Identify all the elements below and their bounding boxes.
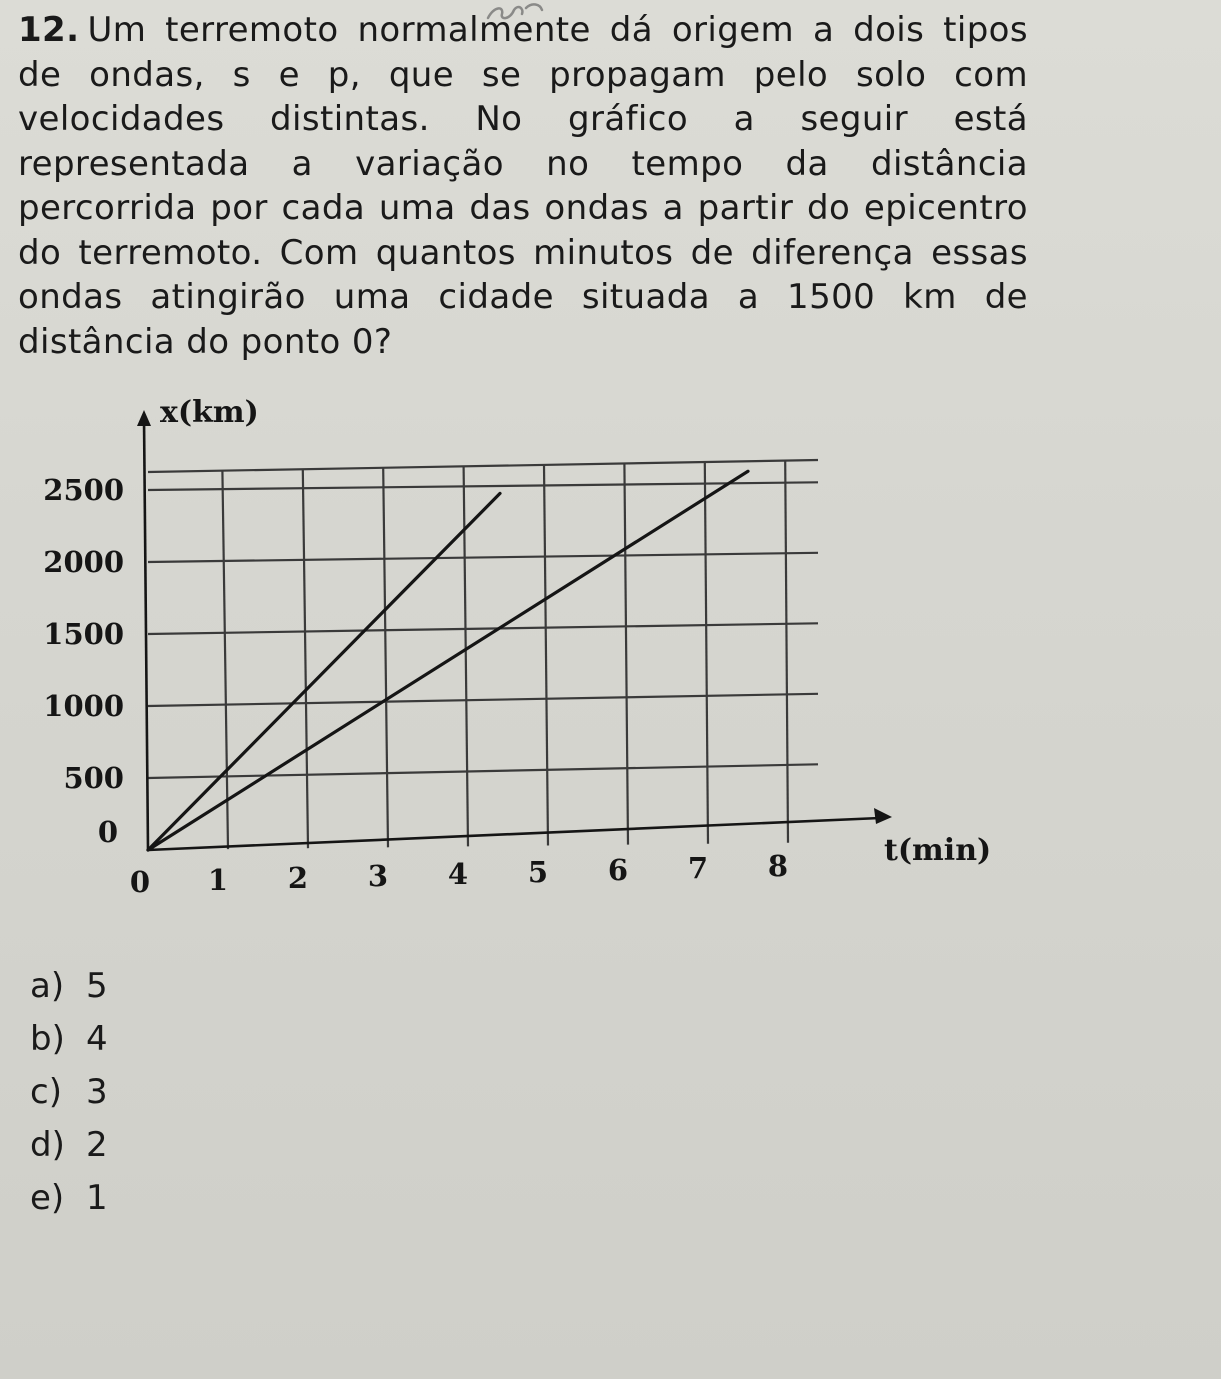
option-b[interactable] bbox=[30, 1013, 108, 1066]
chart-series bbox=[148, 471, 748, 850]
option-letter: d) bbox=[30, 1125, 65, 1165]
grid-line-horizontal bbox=[148, 694, 818, 706]
grid-line-vertical bbox=[785, 461, 788, 843]
grid-line-horizontal bbox=[148, 764, 818, 778]
y-tick-label: 0 bbox=[97, 815, 118, 849]
option-letter: a) bbox=[30, 966, 65, 1006]
distance-time-chart bbox=[0, 380, 1060, 920]
y-tick-label: 1000 bbox=[43, 689, 124, 723]
grid-line-vertical bbox=[303, 469, 308, 848]
grid-line-vertical bbox=[624, 464, 628, 845]
option-c[interactable] bbox=[30, 1066, 108, 1119]
x-axis bbox=[148, 818, 880, 850]
grid-line-vertical bbox=[544, 465, 548, 846]
series-line-slow-wave bbox=[148, 471, 748, 850]
grid-line-vertical bbox=[705, 462, 708, 844]
x-axis-arrow bbox=[874, 808, 892, 824]
x-tick-label: 3 bbox=[367, 859, 389, 893]
y-axis bbox=[144, 418, 148, 850]
question-number: 12. bbox=[18, 10, 80, 50]
option-value: 4 bbox=[86, 1019, 108, 1059]
x-tick-label: 6 bbox=[607, 853, 629, 887]
x-tick-label: 4 bbox=[447, 857, 469, 891]
series-line-fast-wave bbox=[148, 493, 500, 850]
x-axis-label: t(min) bbox=[884, 833, 992, 868]
y-axis-label: x(km) bbox=[160, 395, 259, 430]
option-value: 1 bbox=[86, 1178, 108, 1218]
option-a[interactable] bbox=[30, 960, 108, 1013]
y-tick-label: 2000 bbox=[43, 545, 124, 579]
grid-line-vertical bbox=[464, 466, 468, 846]
option-letter: c) bbox=[30, 1072, 62, 1112]
option-d[interactable] bbox=[30, 1119, 108, 1172]
question-body: Um terremoto normalmente dá origem a dois tipos de ondas, s e p, que se propagam pelo solo com velocidades distintas. No gráfico a seguir está representada a variação no tempo da distância percorrida por cada uma das ondas a partir do epicentro do terremoto. Com quantos minutos de diferença essas ondas atingirão uma cidade situada a 1500 km de distância do ponto 0? bbox=[18, 10, 1028, 362]
grid-line-horizontal bbox=[148, 623, 818, 634]
option-letter: b) bbox=[30, 1019, 65, 1059]
option-e[interactable] bbox=[30, 1172, 108, 1225]
grid-line-horizontal bbox=[148, 460, 818, 472]
y-tick-label: 1500 bbox=[43, 617, 124, 651]
x-tick-label: 1 bbox=[207, 863, 229, 897]
grid-line-vertical bbox=[383, 468, 388, 848]
chart-grid bbox=[148, 460, 818, 849]
y-axis-arrow bbox=[137, 410, 151, 426]
x-tick-label: 0 bbox=[129, 865, 151, 899]
answer-options bbox=[30, 960, 108, 1225]
x-tick-label: 5 bbox=[527, 855, 549, 889]
question-text bbox=[18, 8, 1028, 364]
y-tick-label: 500 bbox=[63, 761, 124, 795]
x-tick-label: 2 bbox=[287, 861, 309, 895]
option-value: 5 bbox=[86, 966, 108, 1006]
y-tick-label: 2500 bbox=[43, 473, 124, 507]
option-value: 3 bbox=[86, 1072, 108, 1112]
grid-line-vertical bbox=[222, 471, 228, 849]
grid-line-horizontal bbox=[148, 553, 818, 562]
x-tick-label: 7 bbox=[687, 851, 709, 885]
option-letter: e) bbox=[30, 1178, 65, 1218]
x-tick-label: 8 bbox=[767, 849, 789, 883]
option-value: 2 bbox=[86, 1125, 108, 1165]
